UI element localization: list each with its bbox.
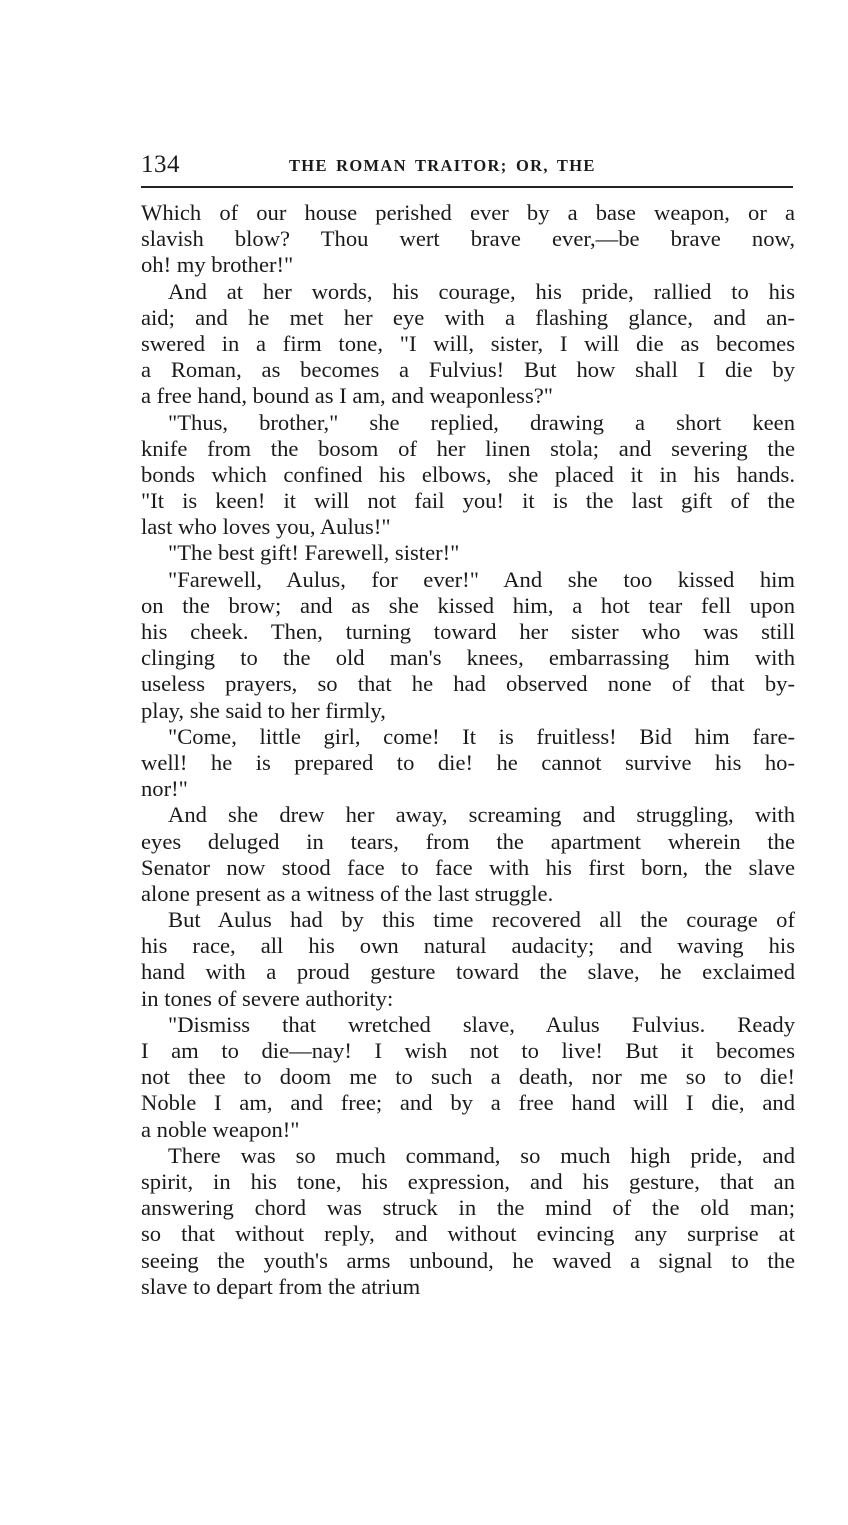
text-line: "Farewell, Aulus, for ever!" And she too kissed him xyxy=(168,566,795,592)
text-line: spirit, in his tone, his expression, and his gesture, that an xyxy=(141,1168,795,1194)
text-line: "The best gift! Farewell, sister!" xyxy=(168,540,460,566)
text-line: a free hand, bound as I am, and weaponless?" xyxy=(141,383,553,409)
text-line: Which of our house perished ever by a base weapon, or a xyxy=(141,200,795,225)
text-line: his cheek. Then, turning toward her sister who was still xyxy=(141,619,795,644)
page-number: 134 xyxy=(141,151,180,178)
text-line: bonds which confined his elbows, she placed it in his hands. xyxy=(141,461,795,487)
running-head xyxy=(141,148,795,182)
header-rule xyxy=(141,186,793,188)
text-line: useless prayers, so that he had observed none of that by- xyxy=(141,671,795,697)
text-line: "Dismiss that wretched slave, Aulus Fulvius. Ready xyxy=(168,1011,795,1037)
text-line: And she drew her away, screaming and struggling, with xyxy=(168,802,795,828)
text-line: a noble weapon!" xyxy=(141,1116,300,1142)
text-line: in tones of severe authority: xyxy=(141,985,394,1011)
text-line: so that without reply, and without evincing any surprise at xyxy=(141,1221,795,1247)
text-line: hand with a proud gesture toward the slave, he exclaimed xyxy=(141,959,795,985)
text-line: on the brow; and as she kissed him, a hot tear fell upon xyxy=(141,592,795,618)
text-line: not thee to doom me to such a death, nor me so to die! xyxy=(141,1064,795,1090)
text-line: "Come, little girl, come! It is fruitless! Bid him fare- xyxy=(168,723,795,749)
text-line: well! he is prepared to die! he cannot survive his ho- xyxy=(141,749,795,775)
text-line: slavish blow? Thou wert brave ever,—be brave now, xyxy=(141,226,795,252)
text-line: answering chord was struck in the mind of the old man; xyxy=(141,1195,795,1221)
text-line: nor!" xyxy=(141,776,188,802)
text-line: clinging to the old man's knees, embarrassing him with xyxy=(141,645,795,671)
text-line: his race, all his own natural audacity; and waving his xyxy=(141,933,795,959)
text-line: "Thus, brother," she replied, drawing a short keen xyxy=(168,409,795,435)
text-line: a Roman, as becomes a Fulvius! But how shall I die by xyxy=(141,357,795,383)
text-line: Noble I am, and free; and by a free hand will I die, and xyxy=(141,1090,795,1116)
text-line: oh! my brother!" xyxy=(141,252,294,278)
text-line: alone present as a witness of the last struggle. xyxy=(141,880,554,906)
text-line: aid; and he met her eye with a flashing glance, and an- xyxy=(141,304,795,330)
text-line: There was so much command, so much high pride, and xyxy=(168,1142,795,1168)
text-line: But Aulus had by this time recovered all the courage of xyxy=(168,907,795,933)
text-line: Senator now stood face to face with his first born, the slave xyxy=(141,854,795,880)
running-title: THE ROMAN TRAITOR; OR, THE xyxy=(289,156,596,175)
text-line: eyes deluged in tears, from the apartment wherein the xyxy=(141,828,795,854)
text-line: I am to die—nay! I wish not to live! But it becomes xyxy=(141,1038,795,1063)
text-line: play, she said to her firmly, xyxy=(141,697,386,723)
text-line: knife from the bosom of her linen stola; and severing the xyxy=(141,435,795,461)
text-line: "It is keen! it will not fail you! it is the last gift of the xyxy=(141,488,795,514)
text-line: slave to depart from the atrium xyxy=(141,1273,421,1299)
text-line: And at her words, his courage, his pride, rallied to his xyxy=(168,278,795,304)
body-text xyxy=(141,200,795,1300)
text-line: seeing the youth's arms unbound, he waved a signal to the xyxy=(141,1247,795,1273)
text-line: swered in a firm tone, "I will, sister, I will die as becomes xyxy=(141,330,795,356)
text-line: last who loves you, Aulus!" xyxy=(141,514,391,540)
